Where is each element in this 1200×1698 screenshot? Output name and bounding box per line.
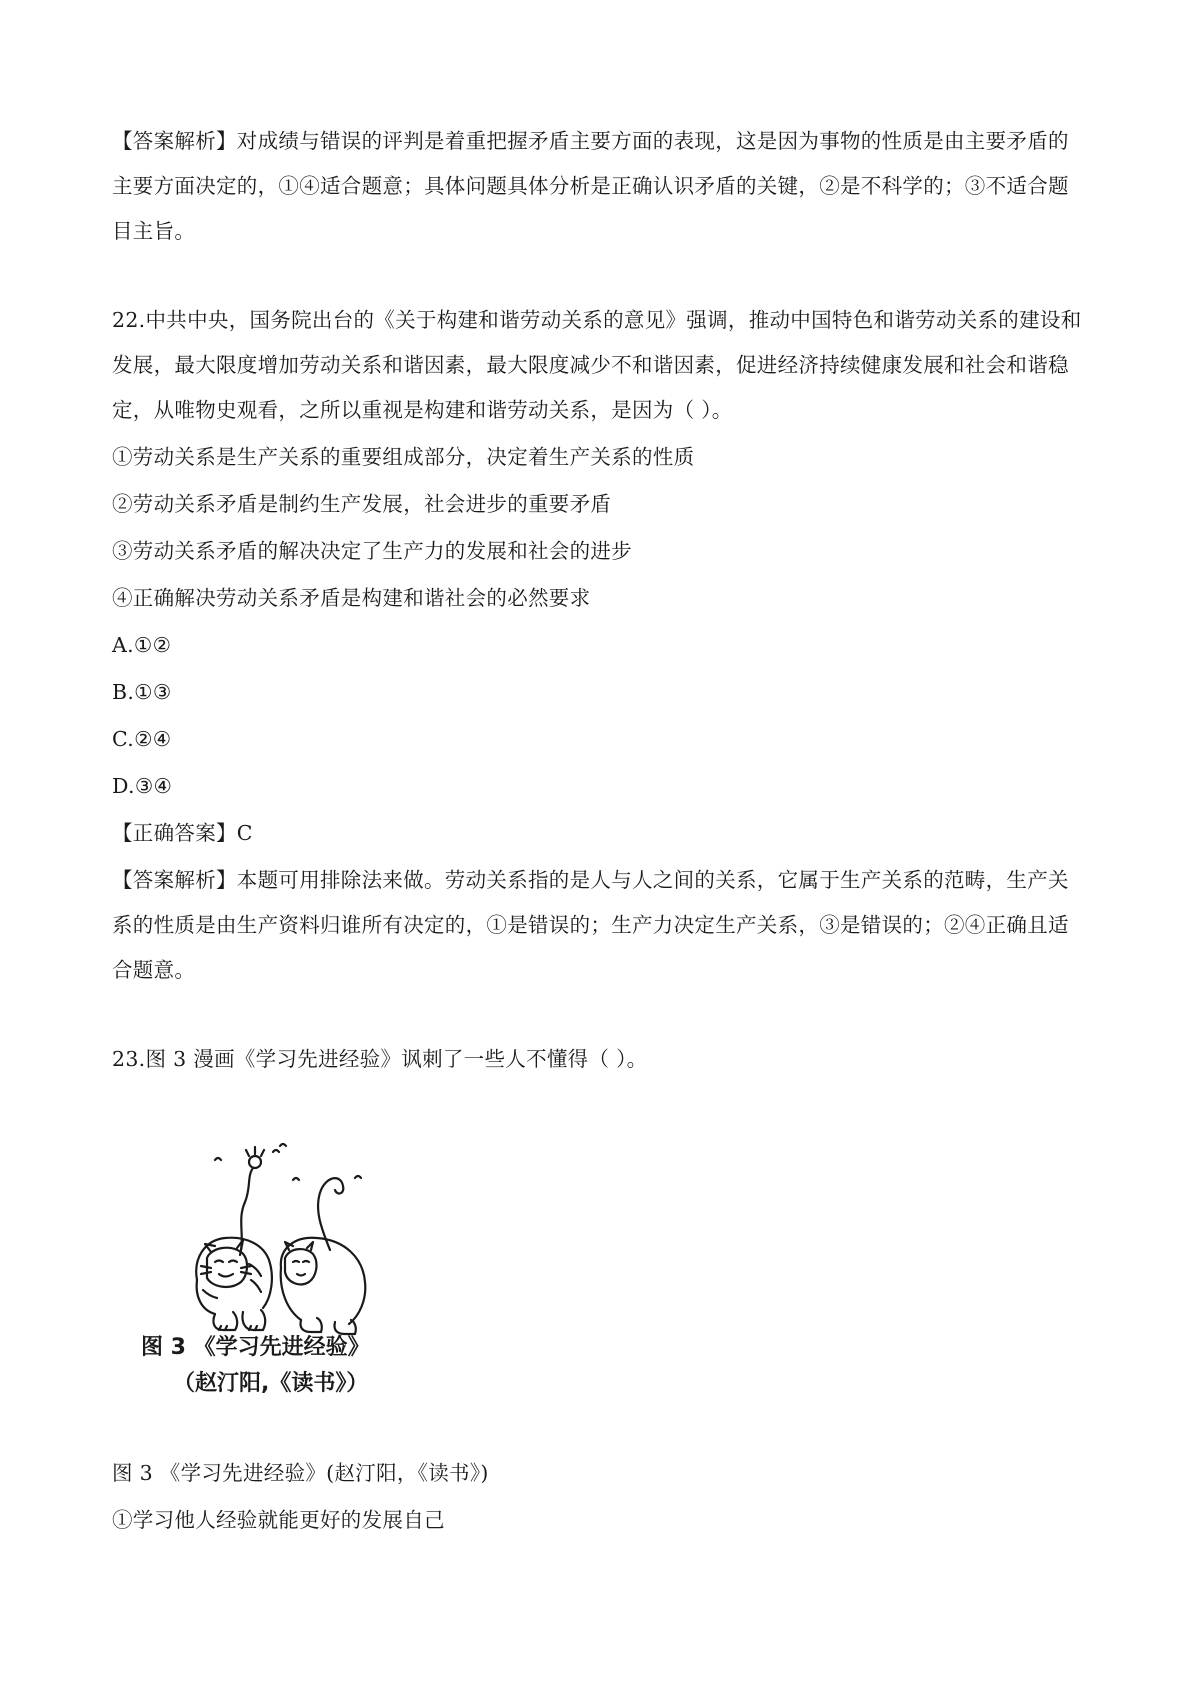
cartoon-illustration xyxy=(145,1140,445,1340)
q22-statement-2: ②劳动关系矛盾是制约生产发展，社会进步的重要矛盾 xyxy=(112,492,612,516)
cartoon-figure xyxy=(141,1140,445,1422)
q22-answer: 【正确答案】C xyxy=(112,821,253,845)
q22-analysis-line-3: 合题意。 xyxy=(112,958,196,982)
q22-statement-4: ④正确解决劳动关系矛盾是构建和谐社会的必然要求 xyxy=(112,586,591,610)
q22-stem-line-1: 22.中共中央，国务院出台的《关于构建和谐劳动关系的意见》强调，推动中国特色和谐劳动关系的建设和 xyxy=(112,308,1082,332)
q22-option-a: A.①② xyxy=(112,633,172,657)
q22-option-b: B.①③ xyxy=(112,680,172,704)
q22-analysis-line-1: 【答案解析】本题可用排除法来做。劳动关系指的是人与人之间的关系，它属于生产关系的范畴，生产关 xyxy=(112,868,1069,892)
q21-analysis-line-3: 目主旨。 xyxy=(112,219,196,243)
figure-caption-image-line-1: 图 3 《学习先进经验》 xyxy=(141,1335,370,1360)
q23-statement-1: ①学习他人经验就能更好的发展自己 xyxy=(112,1508,445,1532)
q23-stem: 23.图 3 漫画《学习先进经验》讽刺了一些人不懂得（ ）。 xyxy=(112,1047,648,1071)
q21-analysis-line-1: 【答案解析】对成绩与错误的评判是着重把握矛盾主要方面的表现，这是因为事物的性质是由主要矛盾的 xyxy=(112,129,1069,153)
q22-stem-line-3: 定，从唯物史观看，之所以重视是构建和谐劳动关系，是因为（ ）。 xyxy=(112,398,733,422)
q22-statement-3: ③劳动关系矛盾的解决决定了生产力的发展和社会的进步 xyxy=(112,539,632,563)
figure-caption-image-line-2: （赵汀阳,《读书》） xyxy=(173,1371,369,1396)
q23-caption: 图 3 《学习先进经验》(赵汀阳，《读书》) xyxy=(112,1461,489,1485)
q21-analysis-line-2: 主要方面决定的，①④适合题意；具体问题具体分析是正确认识矛盾的关键，②是不科学的；③不适合题 xyxy=(112,174,1069,198)
q22-stem-line-2: 发展，最大限度增加劳动关系和谐因素，最大限度减少不和谐因素，促进经济持续健康发展和社会和谐稳 xyxy=(112,353,1069,377)
q22-option-c: C.②④ xyxy=(112,727,172,751)
q22-statement-1: ①劳动关系是生产关系的重要组成部分，决定着生产关系的性质 xyxy=(112,445,695,469)
q22-option-d: D.③④ xyxy=(112,774,173,798)
q22-analysis-line-2: 系的性质是由生产资料归谁所有决定的，①是错误的；生产力决定生产关系，③是错误的；②④正确且适 xyxy=(112,913,1069,937)
